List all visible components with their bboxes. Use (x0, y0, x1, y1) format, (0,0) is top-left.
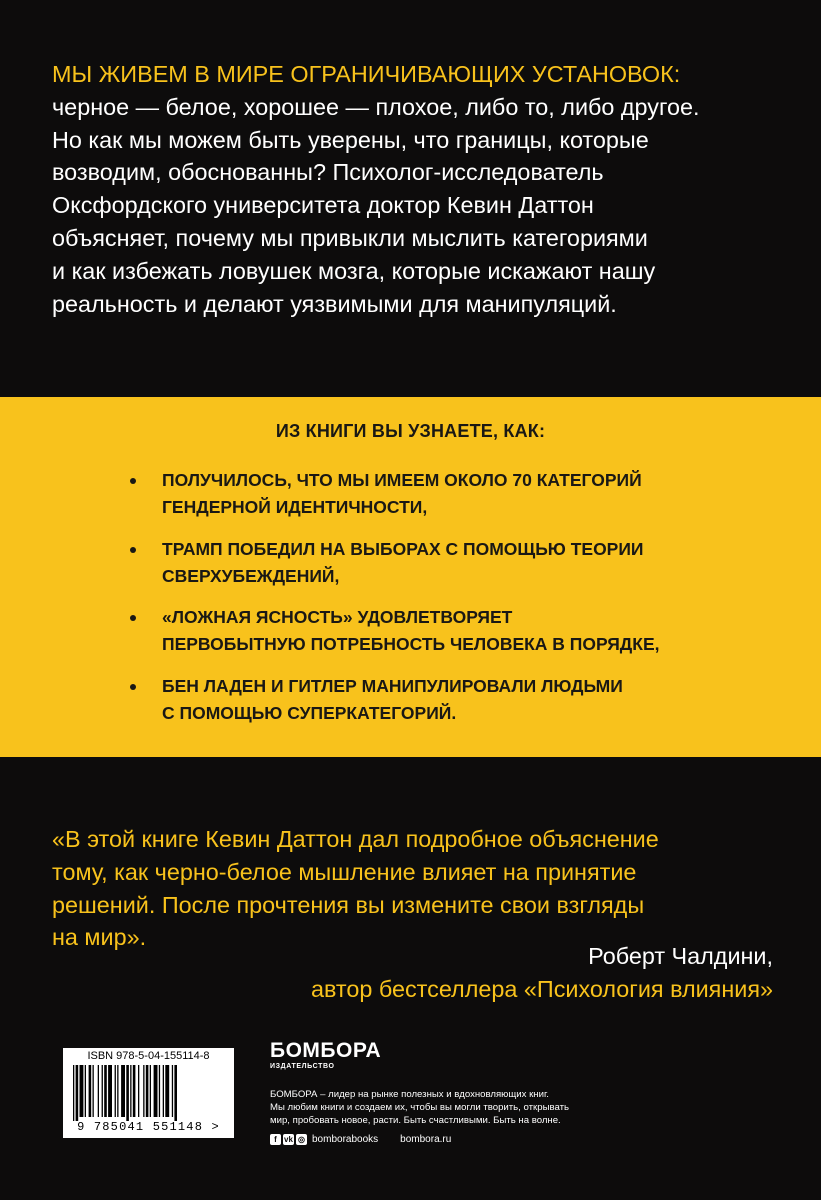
barcode-digits: 9 785041 551148 > (77, 1120, 220, 1134)
barcode-bar (159, 1065, 160, 1117)
quote-attribution (311, 940, 773, 1006)
bullet-item (130, 467, 730, 521)
barcode-bar (98, 1065, 99, 1117)
publisher-links (270, 1134, 740, 1145)
barcode-bar (108, 1065, 112, 1117)
barcode-bar (150, 1065, 151, 1117)
panel-title: ИЗ КНИГИ ВЫ УЗНАЕТЕ, КАК: (275, 421, 546, 441)
endorsement-quote (52, 823, 782, 954)
bullet-dot (130, 615, 136, 621)
intro-line: черное — белое, хорошее — плохое, либо то, либо другое. (52, 93, 700, 120)
barcode-bar (126, 1065, 129, 1121)
bullet-line: ПОЛУЧИЛОСЬ, ЧТО МЫ ИМЕЕМ ОКОЛО 70 КАТЕГОРИЙ (162, 470, 642, 490)
bullet-item (130, 536, 730, 590)
vk-icon[interactable]: vk (284, 1135, 293, 1144)
bullet-dot (130, 684, 136, 690)
social-handle[interactable]: bomborabooks (312, 1134, 379, 1145)
isbn-label: ISBN 978-5-04-155114-8 (87, 1050, 210, 1062)
facebook-icon[interactable]: f (270, 1134, 281, 1145)
quote-line: тому, как черно-белое мышление влияет на принятие (52, 858, 637, 885)
bullet-dot (130, 478, 136, 484)
publisher-description (270, 1088, 740, 1127)
social-icons (270, 1134, 307, 1145)
description-line: БОМБОРА – лидер на рынке полезных и вдохновляющих книг. (270, 1089, 549, 1100)
intro-line: Но как мы можем быть уверены, что границы, которые (52, 126, 649, 153)
barcode-bar (89, 1065, 92, 1117)
bullet-item (130, 604, 730, 658)
quote-line: решений. После прочтения вы измените свои взгляды (52, 891, 645, 918)
publisher-site-link[interactable]: bombora.ru (400, 1134, 452, 1145)
barcode-bar (115, 1065, 116, 1117)
barcode-bar (154, 1065, 158, 1117)
publisher-subtitle: ИЗДАТЕЛЬСТВО (270, 1063, 335, 1070)
barcode-bar (104, 1065, 107, 1117)
barcode-bar (163, 1065, 164, 1117)
yellow-panel (0, 397, 821, 757)
barcode-bar (76, 1065, 79, 1121)
barcode-bar (117, 1065, 118, 1117)
barcode-bar (102, 1065, 103, 1117)
quote-line: на мир». (52, 924, 147, 951)
intro-line: реальность и делают уязвимыми для манипуляций. (52, 290, 617, 317)
quote-book: автор бестселлера «Психология влияния» (310, 975, 773, 1002)
bullet-line: «ЛОЖНАЯ ЯСНОСТЬ» УДОВЛЕТВОРЯЕТ (162, 607, 513, 627)
intro-line: возводим, обоснованны? Психолог-исследователь (52, 159, 604, 186)
instagram-icon[interactable]: ◎ (296, 1134, 307, 1145)
bullet-item (130, 673, 730, 727)
barcode-bar (130, 1065, 131, 1117)
bullet-line: БЕН ЛАДЕН И ГИТЛЕР МАНИПУЛИРОВАЛИ ЛЮДЬМИ (162, 676, 623, 696)
intro-line: объясняет, почему мы привыкли мыслить категориями (52, 224, 648, 251)
barcode-bar (73, 1065, 74, 1121)
bullet-line: ПЕРВОБЫТНУЮ ПОТРЕБНОСТЬ ЧЕЛОВЕКА В ПОРЯДКЕ, (162, 634, 660, 654)
barcode-bar (172, 1065, 173, 1117)
barcode-bar (143, 1065, 144, 1117)
barcode-bar (85, 1065, 86, 1117)
barcode-bar (80, 1065, 84, 1117)
bullet-line: СВЕРХУБЕЖДЕНИЙ, (162, 566, 340, 586)
bullet-line: С ПОМОЩЬЮ СУПЕРКАТЕГОРИЙ. (162, 703, 457, 723)
description-line: Мы любим книги и создаем их, чтобы вы могли творить, открывать (270, 1102, 569, 1113)
description-line: мир, пробовать новое, расти. Быть счастливыми. Быть на волне. (270, 1115, 561, 1126)
barcode-bar (165, 1065, 169, 1117)
barcode-image (73, 1065, 227, 1121)
barcode-bar (93, 1065, 94, 1117)
barcode-bar (138, 1065, 139, 1117)
barcode-bar (146, 1065, 149, 1117)
publisher-block (270, 1040, 740, 1145)
intro-line: и как избежать ловушек мозга, которые искажают нашу (52, 257, 656, 284)
bullet-dot (130, 547, 136, 553)
barcode-bar (174, 1065, 177, 1121)
publisher-logo: БОМБОРА (270, 1039, 382, 1062)
intro-block (52, 58, 782, 320)
barcode-bar (121, 1065, 125, 1117)
bullet-line: ТРАМП ПОБЕДИЛ НА ВЫБОРАХ С ПОМОЩЬЮ ТЕОРИИ (162, 539, 644, 559)
quote-line: «В этой книге Кевин Даттон дал подробное объяснение (52, 826, 659, 852)
barcode-bar (133, 1065, 136, 1117)
barcode-box (63, 1048, 234, 1138)
intro-headline: МЫ ЖИВЕМ В МИРЕ ОГРАНИЧИВАЮЩИХ УСТАНОВОК: (52, 61, 681, 87)
bullet-line: ГЕНДЕРНОЙ ИДЕНТИЧНОСТИ, (162, 497, 428, 517)
quote-author: Роберт Чалдини, (588, 943, 773, 969)
intro-line: Оксфордского университета доктор Кевин Даттон (52, 192, 594, 219)
